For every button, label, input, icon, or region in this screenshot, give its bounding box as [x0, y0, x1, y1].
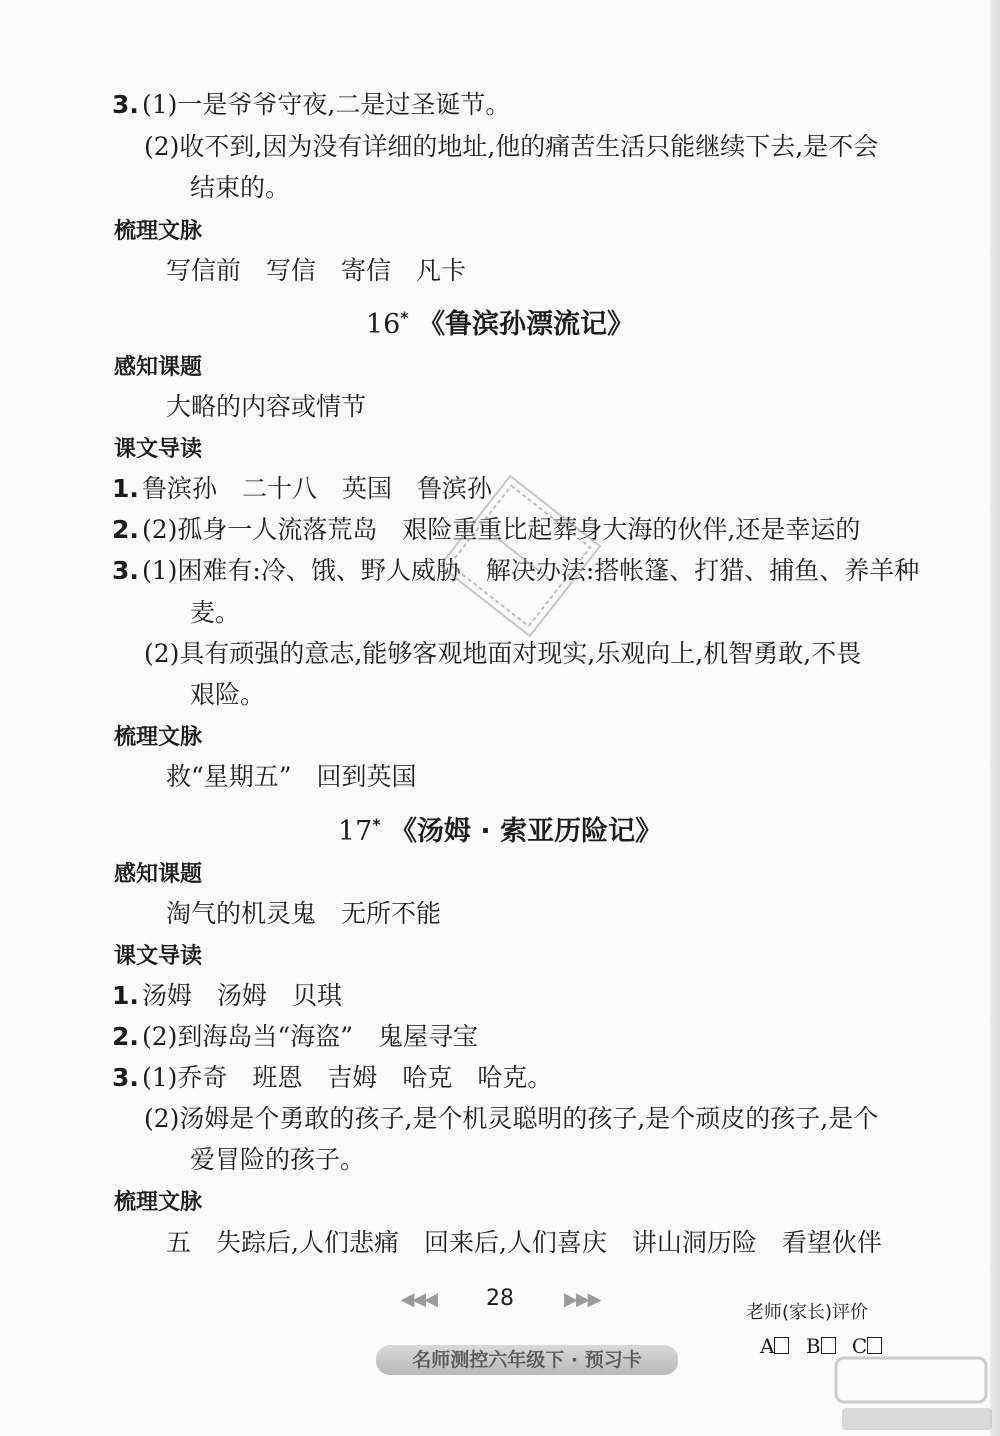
- answer-line: 3. (1)一是爷爷守夜,二是过圣诞节。: [112, 90, 511, 119]
- section-heading: 感知课题: [114, 862, 203, 887]
- answer-line: 1. 汤姆 汤姆 贝琪: [112, 981, 343, 1010]
- answer-line: (2)收不到,因为没有详细的地址,他的痛苦生活只能继续下去,是不会: [144, 132, 879, 161]
- answer-line: 3. (1)困难有:冷、饿、野人威胁 解决办法:搭帐篷、打猎、捕鱼、养羊种: [112, 556, 920, 585]
- option-a-checkbox[interactable]: [774, 1337, 789, 1354]
- answer-line: 救“星期五” 回到英国: [166, 762, 417, 791]
- answer-line: 3. (1)乔奇 班恩 吉姆 哈克 哈克。: [112, 1063, 553, 1092]
- answer-line: 写信前 写信 寄信 凡卡: [166, 256, 467, 285]
- section-heading: 课文导读: [114, 944, 203, 969]
- chapter-title: 17* 《汤姆 · 索亚历险记》: [337, 815, 663, 847]
- answer-line: 大略的内容或情节: [166, 392, 367, 421]
- section-heading: 梳理文脉: [114, 1190, 203, 1215]
- page-edge-shadow: [990, 0, 1000, 1436]
- option-a-label: A: [760, 1334, 775, 1358]
- answer-line: 艰险。: [190, 680, 266, 709]
- page-number: 28: [486, 1286, 514, 1311]
- answer-line: 淘气的机灵鬼 无所不能: [166, 899, 442, 928]
- section-heading: 梳理文脉: [114, 219, 203, 244]
- evaluation-label: 老师(家长)评价: [746, 1302, 869, 1323]
- answer-line: 五 失踪后,人们悲痛 回来后,人们喜庆 讲山洞历险 看望伙伴: [166, 1228, 882, 1257]
- next-arrows-icon: ▶▶▶: [564, 1289, 600, 1310]
- answer-line: (2)具有顽强的意志,能够客观地面对现实,乐观向上,机智勇敢,不畏: [144, 639, 862, 668]
- watermark-logo: [832, 1352, 997, 1436]
- answer-line: 1. 鲁滨孙 二十八 英国 鲁滨孙: [112, 474, 493, 503]
- answer-line: (2)汤姆是个勇敢的孩子,是个机灵聪明的孩子,是个顽皮的孩子,是个: [144, 1104, 879, 1133]
- section-heading: 梳理文脉: [114, 725, 203, 750]
- section-heading: 课文导读: [114, 437, 203, 462]
- option-b-label: B: [805, 1334, 821, 1358]
- answer-line: 2. (2)孤身一人流落荒岛 艰险重重比起葬身大海的伙伴,还是幸运的: [112, 515, 861, 544]
- prev-arrows-icon: ◀◀◀: [400, 1289, 436, 1310]
- chapter-title: 16* 《鲁滨孙漂流记》: [365, 308, 635, 340]
- answer-line: 爱冒险的孩子。: [190, 1145, 366, 1174]
- option-c-label: C: [851, 1334, 868, 1358]
- answer-line: 麦。: [190, 598, 241, 627]
- answer-line: 结束的。: [190, 173, 291, 202]
- footer-banner: 名师测控六年级下 · 预习卡: [376, 1345, 678, 1375]
- answer-line: 2. (2)到海岛当“海盗” 鬼屋寻宝: [112, 1022, 478, 1051]
- section-heading: 感知课题: [114, 355, 203, 380]
